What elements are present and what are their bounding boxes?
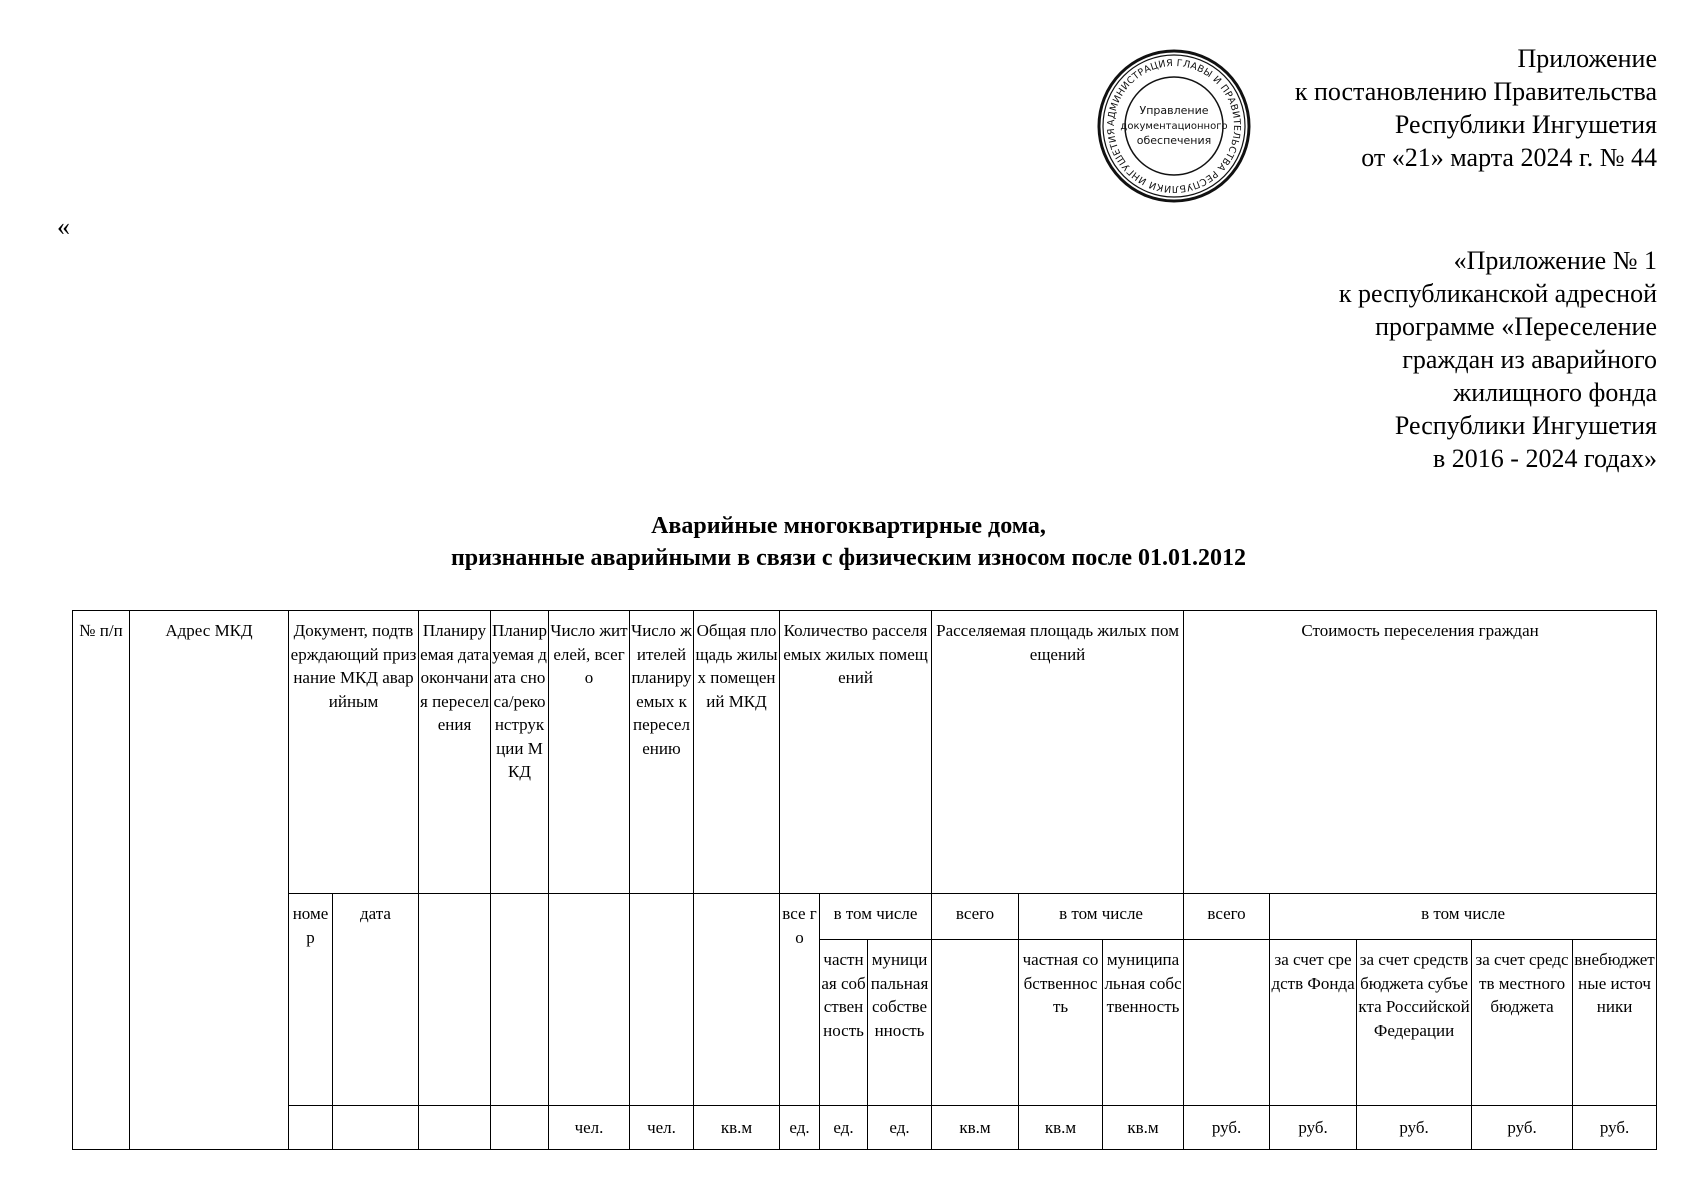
header-residents-total: Число жителей, всего: [549, 611, 630, 894]
document-title-line-2: признанные аварийными в связи с физическим износом после 01.01.2012: [450, 545, 1247, 571]
header-row-number: № п/п: [73, 611, 130, 1150]
empty-cell: [549, 894, 630, 1106]
document-title: [0, 510, 1697, 574]
header-rooms-count: Количество расселяемых жилых помещений: [780, 611, 932, 894]
subheader-area-private: частная собственность: [1019, 940, 1103, 1106]
empty-cell: [419, 894, 491, 1106]
unit-cost-region: руб.: [1357, 1106, 1472, 1150]
empty-cell: [491, 894, 549, 1106]
opening-quote-mark: «: [57, 212, 70, 241]
empty-cell: [1184, 940, 1270, 1106]
unit-cost-total: руб.: [1184, 1106, 1270, 1150]
empty-cell: [630, 894, 694, 1106]
subheader-cost-total: всего: [1184, 894, 1270, 940]
unit-cost-fund: руб.: [1270, 1106, 1357, 1150]
header-total-area: Общая площадь жилых помещений МКД: [694, 611, 780, 894]
subheader-document-date: дата: [333, 894, 419, 1106]
stamp-line-3: обеспечения: [1136, 134, 1212, 147]
header-resettled-area: Расселяемая площадь жилых помещений: [932, 611, 1184, 894]
subheader-cost-fund: за счет средств Фонда: [1270, 940, 1357, 1106]
program-note-line-1: «Приложение № 1: [1453, 246, 1657, 275]
subheader-area-municipal: муниципальная собственность: [1103, 940, 1184, 1106]
program-note-line-5: жилищного фонда: [1453, 378, 1657, 407]
unit-cost-offbudget: руб.: [1573, 1106, 1657, 1150]
program-note-line-3: программе «Переселение: [1375, 312, 1657, 341]
document-title-line-1: Аварийные многоквартирные дома,: [651, 513, 1046, 539]
subheader-rooms-total: все го: [780, 894, 820, 1106]
subheader-rooms-including: в том числе: [820, 894, 932, 940]
appendix-line-1: Приложение: [1517, 44, 1657, 73]
subheader-rooms-private: частная собственность: [820, 940, 868, 1106]
subheader-area-including: в том числе: [1019, 894, 1184, 940]
program-note: [1339, 244, 1657, 475]
unit-residents-total: чел.: [549, 1106, 630, 1150]
subheader-cost-region-budget: за счет средств бюджета субъекта Российской Федерации: [1357, 940, 1472, 1106]
stamp-line-1: Управление: [1139, 104, 1209, 117]
header-residents-planned: Число жителей планируемых к переселению: [630, 611, 694, 894]
unit-residents-planned: чел.: [630, 1106, 694, 1150]
unit-rooms-total: ед.: [780, 1106, 820, 1150]
header-planned-demolition-date: Планируемая дата сноса/реконструкции МКД: [491, 611, 549, 894]
unit-rooms-municipal: ед.: [868, 1106, 932, 1150]
unit-area-private: кв.м: [1019, 1106, 1103, 1150]
program-note-line-2: к республиканской адресной: [1338, 279, 1657, 308]
unit-rooms-private: ед.: [820, 1106, 868, 1150]
subheader-cost-local-budget: за счет средств местного бюджета: [1472, 940, 1573, 1106]
unit-area-municipal: кв.м: [1103, 1106, 1184, 1150]
appendix-line-3: Республики Ингушетия: [1394, 110, 1657, 139]
empty-cell: [694, 894, 780, 1106]
empty-cell: [333, 1106, 419, 1150]
unit-cost-local: руб.: [1472, 1106, 1573, 1150]
subheader-cost-offbudget: внебюджетные источники: [1573, 940, 1657, 1106]
program-note-line-7: в 2016 - 2024 годах»: [1433, 444, 1657, 473]
unit-area-total: кв.м: [932, 1106, 1019, 1150]
header-document: Документ, подтверждающий признание МКД аварийным: [289, 611, 419, 894]
subheader-rooms-municipal: муниципальная собственность: [868, 940, 932, 1106]
empty-cell: [419, 1106, 491, 1150]
header-planned-end-date: Планируемая дата окончания переселения: [419, 611, 491, 894]
empty-cell: [491, 1106, 549, 1150]
unit-total-area: кв.м: [694, 1106, 780, 1150]
appendix-line-2: к постановлению Правительства: [1294, 77, 1657, 106]
subheader-cost-including: в том числе: [1270, 894, 1657, 940]
program-note-line-6: Республики Ингушетия: [1394, 411, 1657, 440]
subheader-document-number: номер: [289, 894, 333, 1106]
stamp-outer-text: АДМИНИСТРАЦИЯ ГЛАВЫ И ПРАВИТЕЛЬСТВА РЕСПУБЛИКИ ИНГУШЕТИЯ: [1105, 57, 1243, 195]
program-note-line-4: граждан из аварийного: [1402, 345, 1657, 374]
appendix-header: [1295, 42, 1657, 174]
empty-cell: [932, 940, 1019, 1106]
stamp-line-2: документационного: [1120, 121, 1228, 132]
header-address: Адрес МКД: [130, 611, 289, 1150]
empty-cell: [289, 1106, 333, 1150]
appendix-line-4: от «21» марта 2024 г. № 44: [1361, 143, 1657, 172]
header-resettlement-cost: Стоимость переселения граждан: [1184, 611, 1657, 894]
subheader-area-total: всего: [932, 894, 1019, 940]
official-stamp: [1096, 48, 1252, 204]
emergency-houses-table: [72, 610, 1657, 1150]
